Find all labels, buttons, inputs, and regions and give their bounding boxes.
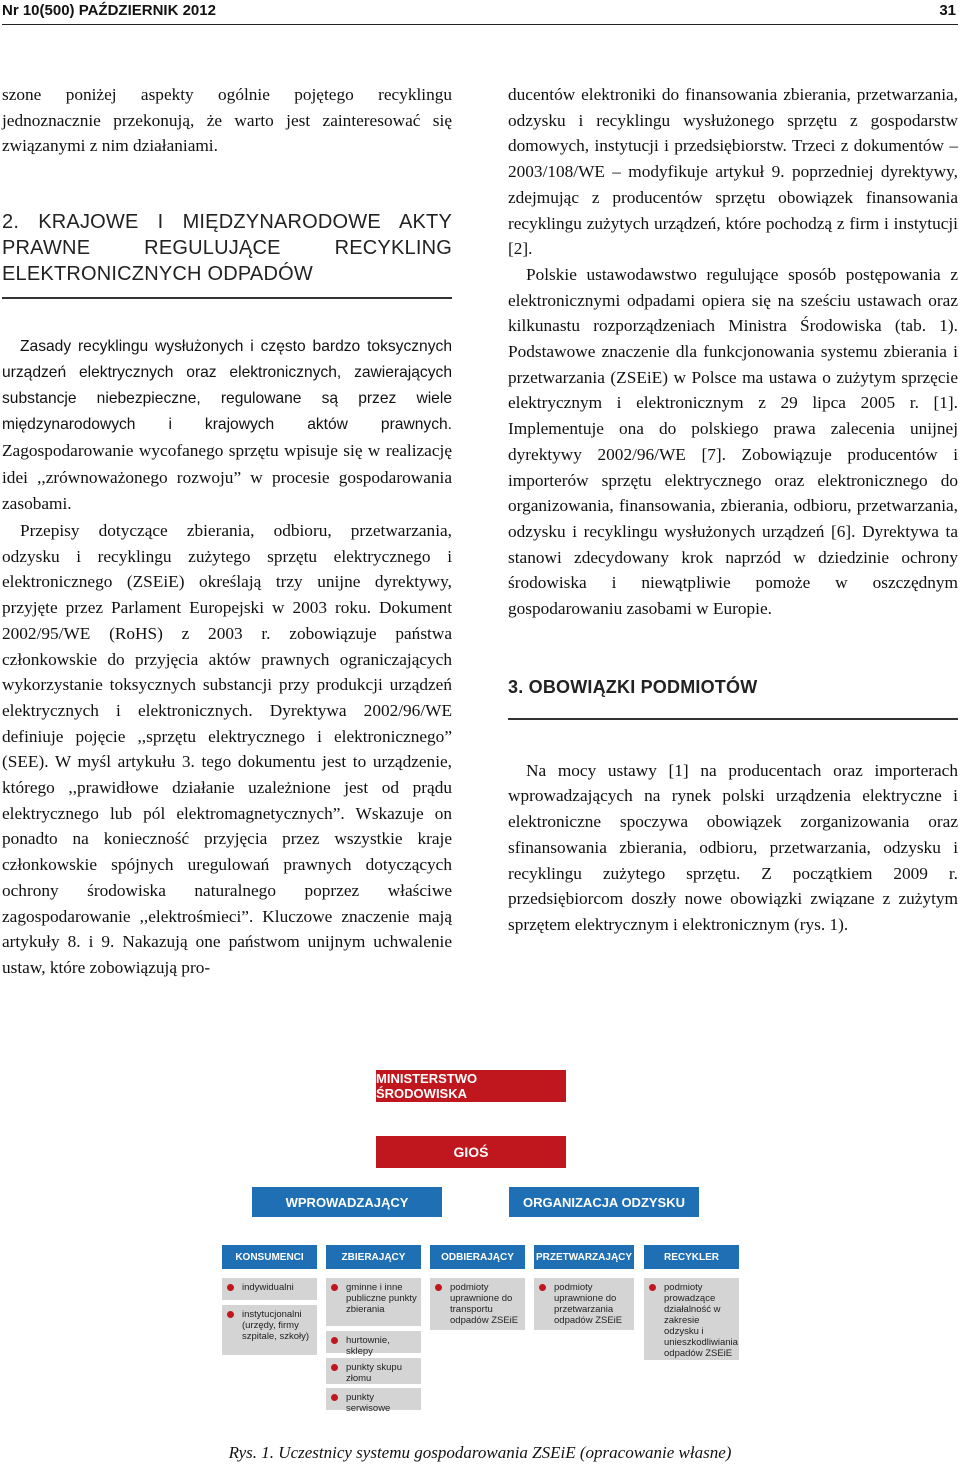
bullet-icon xyxy=(331,1337,338,1344)
paragraph-polish-law: Polskie ustawodawstwo regulujące sposób postępowania z elektronicznymi odpadami opiera się na sześciu ustawach oraz kilkunastu rozporządzeniach Ministra Środowiska (tab. 1). Podstawowe znaczenie dla funkcjonowania systemu zbierania i przetwarzania (ZSEiE) w Polsce ma ustawa o zużytym sprzęcie elektrycznym i elektronicznym z 29 lipca 2005 r. [1]. Implementuje ona do polskiego prawa zalecenia unijnej dyrektywy 2002/96/WE [7]. Zobowiązuje producentów i importerów sprzętu elektrycznego oraz elektronicznego do organizowania, finansowania, zbierania, odbioru, przetwarzania, odzysku i recyklingu wysłużonych urządzeń [6]. Dyrektywa ta stanowi zdecydowany krok naprzód w dziedzinie ochrony środowiska i niewątpliwie pomoże w oszczędnym gospodarowaniu zasobami w Europie. xyxy=(508,264,958,619)
cell-recycler: podmioty prowadzące działalność w zakresie odzysku i unieszkodliwiania odpadów ZSEiE xyxy=(644,1278,739,1360)
col-header-processors: PRZETWARZAJĄCY xyxy=(534,1245,634,1269)
left-column xyxy=(2,82,452,981)
col-header-recycler: RECYKLER xyxy=(644,1245,739,1269)
bullet-icon xyxy=(227,1284,234,1291)
bullet-icon xyxy=(649,1284,656,1291)
ministry-box: MINISTERSTWO ŚRODOWISKA xyxy=(376,1070,566,1102)
bullet-icon xyxy=(331,1284,338,1291)
recovery-org-box: ORGANIZACJA ODZYSKU xyxy=(509,1187,699,1217)
cell-collectors-service: punkty serwisowe xyxy=(326,1388,421,1410)
paragraph-1-serif: Zagospodarowanie wycofanego sprzętu wpisuje się w realizację idei ,,zrównoważonego rozwoju” w procesie gospodarowania zasobami. xyxy=(2,440,452,514)
bullet-icon xyxy=(331,1364,338,1371)
gios-box: GIOŚ xyxy=(376,1136,566,1168)
cell-collectors-wholesale: hurtownie, sklepy xyxy=(326,1331,421,1353)
issue-label: Nr 10(500) PAŹDZIERNIK 2012 xyxy=(2,2,216,19)
bullet-icon xyxy=(435,1284,442,1291)
cell-collectors-public: gminne i inne publiczne punkty zbierania xyxy=(326,1278,421,1326)
paragraph-1 xyxy=(2,334,452,518)
bullet-icon xyxy=(227,1311,234,1318)
page-header xyxy=(2,0,958,25)
paragraph-continued: ducentów elektroniki do finansowania zbierania, przetwarzania, odzysku i recyklingu wysłużonego sprzętu z gospodarstw domowych, instytucji i przedsiębiorstw. Trzeci z dokumentów – 2003/108/WE – modyfikuje artykuł 9. poprzedniej dyrektywy, zdejmując z producentów sprzętu obowiązek finansowania recyklingu zużytych urządzeń, które pochodzą z firm i instytucji [2]. xyxy=(508,85,958,259)
bullet-icon xyxy=(539,1284,546,1291)
paragraph-3: Na mocy ustawy [1] na producentach oraz importerach wprowadzających na rynek polski urządzenia elektryczne i elektroniczne spoczywa obowiązek zorganizowania oraz sfinansowania zbierania, odbioru, przetwarzania, odzysku i recyklingu zużytego sprzętu. Z początkiem 2009 r. przedsiębiorcom doszły nowe obowiązki związane z zużytym sprzętem elektrycznym i elektronicznym (rys. 1). xyxy=(508,760,958,934)
cell-processors: podmioty uprawnione do przetwarzania odpadów ZSEiE xyxy=(534,1278,634,1330)
introducers-box: WPROWADZAJĄCY xyxy=(252,1187,442,1217)
figure-diagram xyxy=(194,1042,766,1420)
paragraph-2: Przepisy dotyczące zbierania, odbioru, przetwarzania, odzysku i recyklingu zużytego sprzętu elektrycznego i elektronicznego (ZSEiE) określają trzy unijne dyrektywy, przyjęte przez Parlament Europejski w 2003 roku. Dokument 2002/95/WE (RoHS) z 2003 r. zobowiązuje państwa członkowskie do przyjęcia aktów prawnych ograniczających wykorzystanie toksycznych substancji przy produkcji urządzeń elektrycznych i elektronicznych. Dyrektywa 2002/96/WE definiuje pojęcie ,,sprzętu elektrycznego i elektronicznego” (SEE). W myśl artykułu 3. tego dokumentu jest to urządzenie, którego ,,prawidłowe działanie uzależnione jest od prądu elektrycznego lub pól elektromagnetycznych”. Wskazuje on ponadto na konieczność przyjęcia przez wszystkie kraje członkowskie spójnych uregulowań prawnych dotyczących ochrony środowiska naturalnego poprzez właściwe zagospodarowanie ,,elektrośmieci”. Kluczowe znaczenie mają artykuły 8. i 9. Nakazują one państwom unijnym uchwalenie ustaw, które zobowiązują pro- xyxy=(2,521,452,977)
col-header-collectors: ZBIERAJĄCY xyxy=(326,1245,421,1269)
section-3-heading: 3. OBOWIĄZKI PODMIOTÓW xyxy=(508,676,758,697)
figure-caption: Rys. 1. Uczestnicy systemu gospodarowania ZSEiE (opracowanie własne) xyxy=(228,1443,732,1462)
bullet-icon xyxy=(331,1394,338,1401)
col-header-consumers: KONSUMENCI xyxy=(222,1245,317,1269)
section-2-heading: 2. KRAJOWE I MIĘDZYNARODOWE AKTY PRAWNE REGULUJĄCE RECYKLING ELEKTRONICZNYCH ODPADÓW xyxy=(2,211,452,286)
col-header-receivers: ODBIERAJĄCY xyxy=(430,1245,525,1269)
right-column xyxy=(508,82,958,938)
page-number: 31 xyxy=(939,2,956,19)
cell-receivers: podmioty uprawnione do transportu odpadów ZSEiE xyxy=(430,1278,525,1330)
cell-consumers-individual: indywidualni xyxy=(222,1278,317,1300)
intro-paragraph: szone poniżej aspekty ogólnie pojętego recyklingu jednoznacznie przekonują, że warto jest zainteresować się związanymi z nim działaniami. xyxy=(2,85,452,156)
cell-consumers-institutional: instytucjonalni (urzędy, firmy szpitale, szkoły) xyxy=(222,1305,317,1355)
paragraph-1-sans: Zasady recyklingu wysłużonych i często bardzo toksycznych urządzeń elektrycznych oraz elektronicznych, zawierających substancje niebezpieczne, regulowane są przez wiele międzynarodowych i krajowych aktów prawnych. xyxy=(2,338,452,434)
cell-collectors-scrap: punkty skupu złomu xyxy=(326,1358,421,1384)
